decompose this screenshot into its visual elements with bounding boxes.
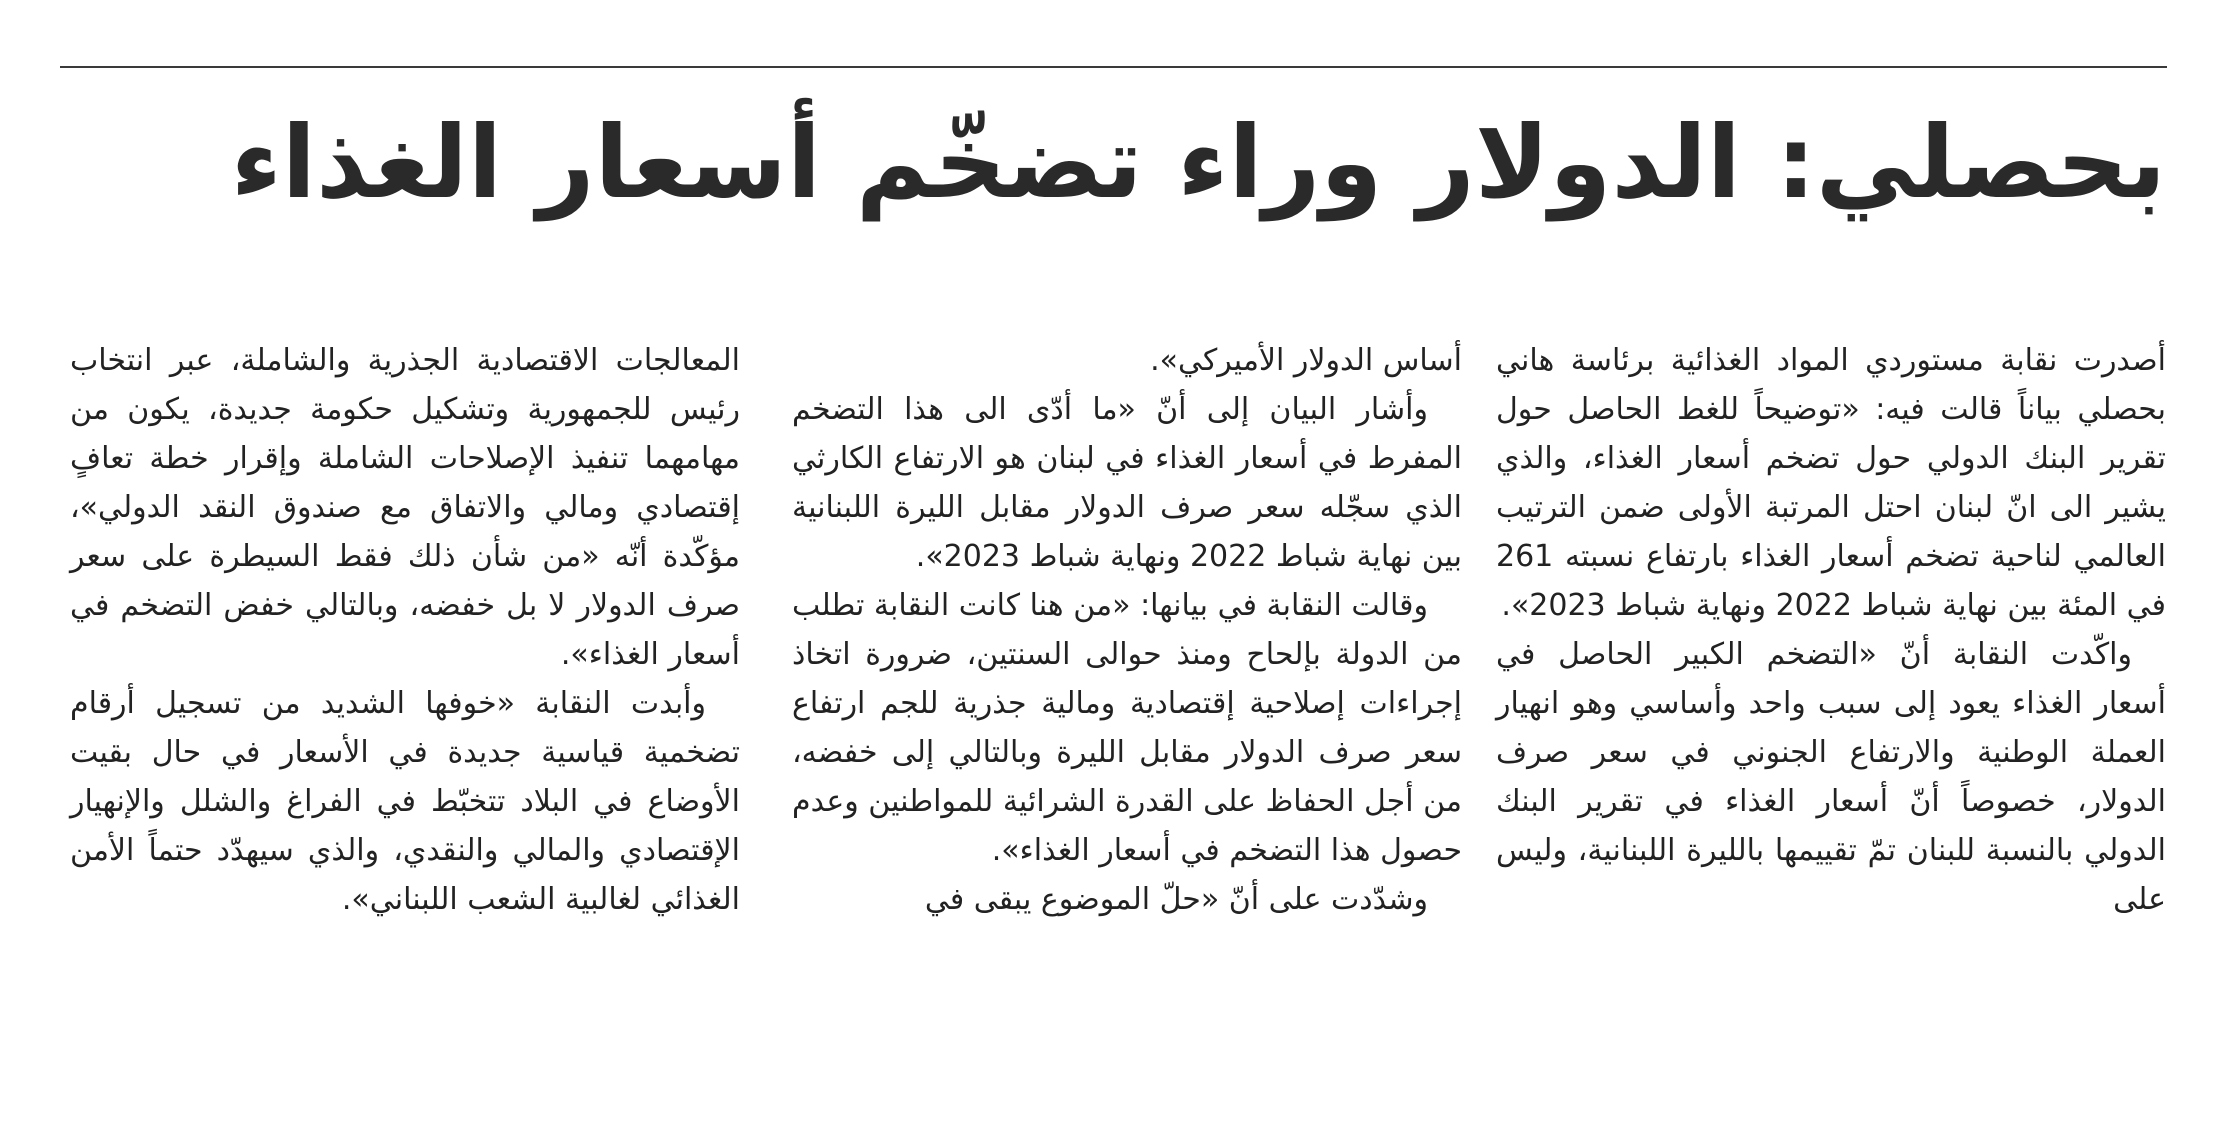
paragraph: وقالت النقابة في بيانها: «من هنا كانت النقابة تطلب من الدولة بإلحاح ومنذ حوالى السنتين، ضرورة اتخاذ إجراءات إصلاحية إقتصادية ومالية جذرية للجم ارتفاع سعر صرف الدولار مقابل الليرة وبالتالي إلى خفضه، من أجل الحفاظ على القدرة الشرائية للمواطنين وعدم حصول هذا التضخم في أسعار الغذاء».	[792, 588, 1462, 868]
headline: بحصلي: الدولار وراء تضخّم أسعار الغذاء	[230, 104, 2166, 221]
paragraph: المعالجات الاقتصادية الجذرية والشاملة، عبر انتخاب رئيس للجمهورية وتشكيل حكومة جديدة، يكون من مهامهما تنفيذ الإصلاحات الشاملة وإقرار خطة تعافٍ إقتصادي ومالي والاتفاق مع صندوق النقد الدولي»، مؤكّدة أنّه «من شأن ذلك فقط السيطرة على سعر صرف الدولار لا بل خفضه، وبالتالي خفض التضخم في أسعار الغذاء».	[70, 343, 740, 672]
paragraph: واكّدت النقابة أنّ «التضخم الكبير الحاصل في أسعار الغذاء يعود إلى سبب واحد وأساسي وهو انهيار العملة الوطنية والارتفاع الجنوني في سعر صرف الدولار، خصوصاً أنّ أسعار الغذاء في تقرير البنك الدولي بالنسبة للبنان تمّ تقييمها بالليرة اللبنانية، وليس على	[1496, 637, 2166, 917]
paragraph: أصدرت نقابة مستوردي المواد الغذائية برئاسة هاني بحصلي بياناً قالت فيه: «توضيحاً للغط الحاصل حول تقرير البنك الدولي حول تضخم أسعار الغذاء، والذي يشير الى انّ لبنان احتل المرتبة الأولى ضمن الترتيب العالمي لناحية تضخم أسعار الغذاء بارتفاع نسبته 261 في المئة بين نهاية شباط 2022 ونهاية شباط 2023».	[1496, 343, 2166, 623]
paragraph: وأشار البيان إلى أنّ «ما أدّى الى هذا التضخم المفرط في أسعار الغذاء في لبنان هو الارتفاع الكارثي الذي سجّله سعر صرف الدولار مقابل الليرة اللبنانية بين نهاية شباط 2022 ونهاية شباط 2023».	[792, 392, 1462, 574]
paragraph: وأبدت النقابة «خوفها الشديد من تسجيل أرقام تضخمية قياسية جديدة في الأسعار في حال بقيت الأوضاع في البلاد تتخبّط في الفراغ والشلل والإنهيار الإقتصادي والمالي والنقدي، والذي سيهدّد حتماً الأمن الغذائي لغالبية الشعب اللبناني».	[70, 686, 740, 917]
article-column-1	[1496, 336, 2166, 924]
article-column-3	[70, 336, 740, 924]
article-column-2	[792, 336, 1462, 924]
paragraph: وشدّدت على أنّ «حلّ الموضوع يبقى في	[924, 882, 1428, 917]
paragraph: أساس الدولار الأميركي».	[1150, 343, 1462, 378]
top-rule	[60, 66, 2167, 68]
